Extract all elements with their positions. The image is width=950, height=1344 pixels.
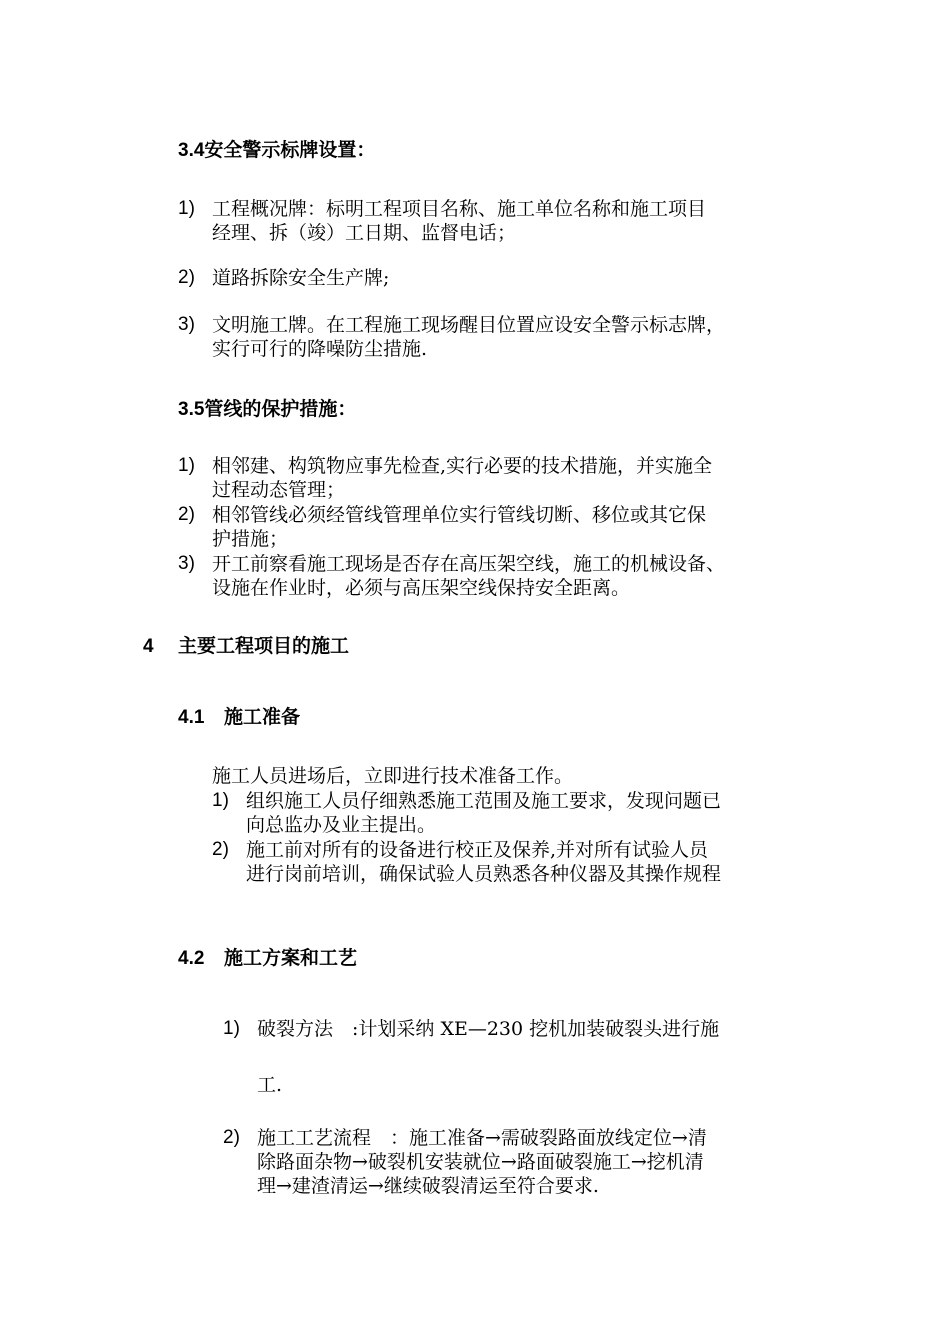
section-heading-4-2 <box>178 947 357 971</box>
list-item-number: 1) <box>223 1018 240 1039</box>
section-title: 施工方案和工艺 <box>224 948 358 969</box>
list-item-line: 经理、拆（竣）工日期、监督电话； <box>212 222 517 244</box>
section-heading-3-5: 3.5管线的保护措施： <box>178 399 357 420</box>
list-item-line: 组织施工人员仔细熟悉施工范围及施工要求，发现问题已 <box>246 790 722 812</box>
list-item-line: 除路面杂物→破裂机安装就位→路面破裂施工→挖机清 <box>257 1151 704 1173</box>
section-heading-4-1 <box>178 706 300 730</box>
chapter-number: 4 <box>143 636 154 657</box>
chapter-title: 主要工程项目的施工 <box>178 636 350 657</box>
list-item-line: 向总监办及业主提出。 <box>246 814 437 836</box>
list-item-line: 工. <box>257 1074 283 1096</box>
list-item-line: 施工前对所有的设备进行校正及保养,并对所有试验人员 <box>246 839 709 861</box>
list-item-number: 3) <box>178 314 195 335</box>
section-heading-3-4: 3.4安全警示标牌设置： <box>178 140 376 161</box>
list-item-line: 文明施工牌。在工程施工现场醒目位置应设安全警示标志牌， <box>212 314 726 336</box>
list-item-line: 实行可行的降噪防尘措施. <box>212 338 428 360</box>
list-item-line: 进行岗前培训，确保试验人员熟悉各种仪器及其操作规程 <box>246 863 722 885</box>
chapter-heading-4 <box>143 635 349 659</box>
list-item-line: 过程动态管理； <box>212 479 346 501</box>
list-item-number: 1) <box>178 455 195 476</box>
list-item-number: 2) <box>178 504 195 525</box>
list-item-number: 2) <box>178 267 195 288</box>
section-number: 4.2 <box>178 948 205 969</box>
list-item-line: 理→建渣清运→继续破裂清运至符合要求. <box>257 1175 599 1197</box>
list-item-number: 2) <box>223 1127 240 1148</box>
section-title: 施工准备 <box>224 707 301 728</box>
list-item-number: 1) <box>212 790 229 811</box>
list-item-line: 护措施； <box>212 528 289 550</box>
list-item-line: 施工工艺流程 ：施工准备→需破裂路面放线定位→清 <box>257 1127 707 1149</box>
list-item-line: 开工前察看施工现场是否存在高压架空线，施工的机械设备、 <box>212 553 726 575</box>
list-item-line: 相邻管线必须经管线管理单位实行管线切断、移位或其它保 <box>212 504 707 526</box>
list-item-line: 破裂方法 :计划采纳 XE—230 挖机加装破裂头进行施 <box>257 1018 720 1040</box>
list-item-line: 相邻建、构筑物应事先检查,实行必要的技术措施，并实施全 <box>212 455 713 477</box>
list-item-line: 设施在作业时，必须与高压架空线保持安全距离。 <box>212 577 631 599</box>
list-item-line: 工程概况牌：标明工程项目名称、施工单位名称和施工项目 <box>212 198 707 220</box>
paragraph: 施工人员进场后，立即进行技术准备工作。 <box>212 765 574 787</box>
list-item-line: 道路拆除安全生产牌; <box>212 267 390 289</box>
section-number: 4.1 <box>178 707 205 728</box>
list-item-number: 1) <box>178 198 195 219</box>
list-item-number: 3) <box>178 553 195 574</box>
list-item-number: 2) <box>212 839 229 860</box>
